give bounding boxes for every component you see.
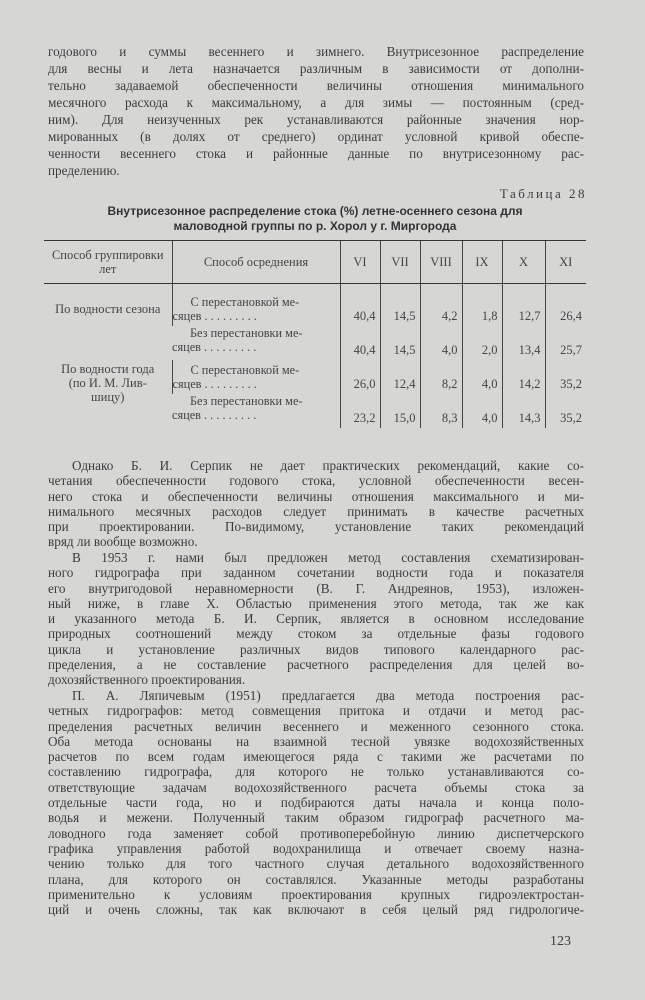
text-line: цикла и установление различных видов типового календарного рас-: [48, 641, 584, 657]
text-line: пределения, а не составление расчетного распределения для целей во-: [48, 657, 584, 673]
value-cell: 35,2: [545, 360, 586, 394]
table-title-line-1: Внутрисезонное распределение стока (%) летне-осеннего сезона для: [107, 204, 523, 218]
method-line: Без перестановки ме-: [190, 394, 303, 408]
table-row: [44, 292, 586, 326]
method-line: сяцев . . . . . . . . .: [172, 377, 257, 391]
averaging-method: [172, 360, 340, 394]
text-line: тельно задаваемой обеспеченности величины отношения минимального: [48, 78, 584, 93]
value-cell: 4,0: [420, 326, 462, 360]
value-cell: 15,0: [380, 394, 420, 428]
page-number: 123: [550, 934, 571, 949]
text-line: при проектировании. По-видимому, установление таких рекомендаций: [48, 519, 584, 535]
value-cell: 14,5: [380, 292, 420, 326]
text-line: вряд ли вообще возможно.: [48, 534, 198, 550]
text-line: четных гидрографов: метод совмещения притока и отдачи и метод рас-: [48, 703, 584, 719]
text-line: применительно к условиям проектирования крупных гидроэлектростан-: [48, 886, 584, 902]
paragraph-1: [48, 43, 584, 179]
text-line: водья и межени. Полученный таким образом гидрограф расчетного ма-: [48, 810, 584, 826]
value-cell: 14,3: [502, 394, 545, 428]
value-cell: 4,0: [462, 394, 502, 428]
text-line: плана, для которого он составлялся. Указанные методы разработаны: [48, 871, 584, 887]
value-cell: 26,4: [545, 292, 586, 326]
text-line: Оба метода основаны на взаимной тесной увязке водохозяйственных: [48, 733, 584, 749]
text-line: графика управления работой водохранилища и отвечает своему назна-: [48, 840, 584, 856]
flow-distribution-table: [44, 240, 586, 428]
value-cell: 2,0: [462, 326, 502, 360]
header-month: X: [502, 241, 545, 284]
header-month: VIII: [420, 241, 462, 284]
text-line: мированных (в долях от среднего) ординат условной кривой обеспе-: [48, 129, 584, 144]
text-line: природных соотношений между стоком за отдельные фазы годового: [48, 626, 584, 642]
value-cell: 4,2: [420, 292, 462, 326]
value-cell: 8,2: [420, 360, 462, 394]
grouping-label: По водности сезона: [55, 302, 161, 316]
method-line: С перестановкой ме-: [190, 363, 300, 377]
method-line: сяцев . . . . . . . . .: [172, 340, 257, 354]
text-line: для весны и лета назначается различным в зависимости от дополни-: [48, 61, 584, 76]
spacer-cell: [420, 284, 462, 293]
spacer-cell: [380, 284, 420, 293]
averaging-method: [172, 292, 340, 326]
text-line: годового и суммы весеннего и зимнего. Внутрисезонное распределение: [48, 44, 584, 59]
text-line: пределения расчетных величин весеннего и меженного сезонного стока.: [48, 718, 584, 734]
value-cell: 40,4: [340, 326, 380, 360]
paragraph-3: [48, 550, 584, 688]
value-cell: 4,0: [462, 360, 502, 394]
text-line: нимального месячных расходов следует принимать в качестве расчетных: [48, 503, 584, 519]
text-line: ный ниже, в главе X. Областью применения этого метода, так же как: [48, 595, 584, 611]
grouping-label: По водности года (по И. М. Лив-шицу): [61, 362, 155, 404]
value-cell: 12,7: [502, 292, 545, 326]
value-cell: 8,3: [420, 394, 462, 428]
value-cell: 14,2: [502, 360, 545, 394]
text-line: В 1953 г. нами был предложен метод составления схематизирован-: [72, 550, 584, 565]
value-cell: 14,5: [380, 326, 420, 360]
text-line: месячного расхода к максимальному, а для зимы — постоянным (сред-: [48, 95, 584, 110]
text-line: Однако Б. И. Серпик не дает практических рекомендаций, какие со-: [72, 458, 584, 473]
spacer-cell: [172, 284, 340, 293]
text-line: ответствующие задачам водохозяйственного расчета объемы стока за: [48, 779, 584, 795]
text-line: ций и очень сложны, так как включают в себя целый ряд гидрологиче-: [48, 902, 584, 918]
text-line: чению только для того частного случая детального водохозяйственного: [48, 856, 584, 872]
text-line: ловодного года заменяет собой противоперебойную линию диспетчерского: [48, 825, 584, 841]
text-line: отдельные части года, но и подбираются даты начала и конца поло-: [48, 795, 584, 811]
header-month: VII: [380, 241, 420, 284]
table-title-line-2: маловодной группы по р. Хорол у г. Миргорода: [173, 219, 457, 233]
method-line: сяцев . . . . . . . . .: [172, 309, 257, 323]
text-line: ченности весеннего стока и районные данные по внутрисезонному рас-: [48, 146, 584, 161]
text-line: П. А. Ляпичевым (1951) предлагается два метода построения рас-: [72, 688, 584, 703]
text-line: его внутригодовой неравномерности (В. Г. Андреянов, 1953), изложен-: [48, 580, 584, 596]
text-line: ним). Для неизученных рек устанавливаются районные значения нор-: [48, 112, 584, 127]
spacer-cell: [340, 284, 380, 293]
text-line: четания обеспеченности годового стока, условной обеспеченности весен-: [48, 473, 584, 489]
paragraph-4: [48, 688, 584, 917]
table-row: [44, 360, 586, 394]
value-cell: 23,2: [340, 394, 380, 428]
header-grouping: Способ группировки лет: [44, 241, 172, 284]
value-cell: 25,7: [545, 326, 586, 360]
header-month: IX: [462, 241, 502, 284]
value-cell: 1,8: [462, 292, 502, 326]
paragraph-2: [48, 458, 584, 550]
text-line: расчетов по всем годам имеющегося ряда с такими же расчетами по: [48, 749, 584, 765]
text-line: дохозяйственного проектирования.: [48, 672, 246, 688]
table-label: Таблица 28: [499, 186, 587, 201]
text-line: пределению.: [48, 163, 120, 178]
value-cell: 35,2: [545, 394, 586, 428]
spacer-row: [44, 284, 586, 293]
text-line: ного гидрографа при заданном сочетании водности года и показателя: [48, 565, 584, 581]
table-header-row: [44, 241, 586, 284]
text-line: составлению гидрографа, для которого не только устанавливаются со-: [48, 764, 584, 780]
averaging-method: [172, 394, 340, 428]
spacer-cell: [462, 284, 502, 293]
spacer-cell: [545, 284, 586, 293]
value-cell: 12,4: [380, 360, 420, 394]
value-cell: 13,4: [502, 326, 545, 360]
header-month: VI: [340, 241, 380, 284]
spacer-cell: [502, 284, 545, 293]
value-cell: 40,4: [340, 292, 380, 326]
method-line: сяцев . . . . . . . . .: [172, 408, 257, 422]
header-month: XI: [545, 241, 586, 284]
text-line: и указанного метода Б. И. Серпик, является в основном исследование: [48, 611, 584, 627]
method-line: Без перестановки ме-: [190, 326, 303, 340]
method-line: С перестановкой ме-: [190, 295, 300, 309]
spacer-cell: [44, 284, 172, 293]
table-title: [60, 204, 570, 234]
header-averaging: Способ осреднения: [172, 241, 340, 284]
text-line: него стока и обеспеченности величины отношения максимального и ми-: [48, 488, 584, 504]
value-cell: 26,0: [340, 360, 380, 394]
averaging-method: [172, 326, 340, 360]
